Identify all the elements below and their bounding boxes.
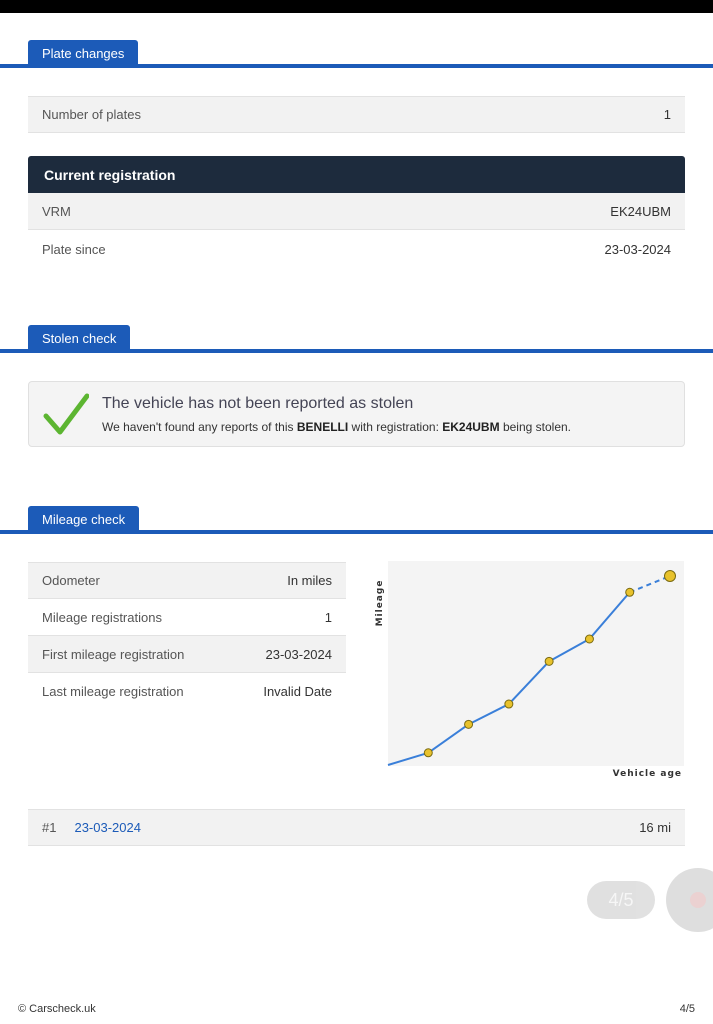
number-of-plates-row bbox=[28, 96, 685, 133]
section-title: Mileage check bbox=[28, 506, 139, 532]
data-point bbox=[665, 571, 676, 582]
section-mileage-check bbox=[0, 506, 713, 536]
section-rule bbox=[0, 530, 713, 534]
floating-action-button[interactable] bbox=[666, 868, 713, 932]
data-point bbox=[424, 749, 432, 757]
vehicle-registration: EK24UBM bbox=[442, 420, 500, 434]
row-label: Plate since bbox=[42, 242, 106, 257]
section-title: Plate changes bbox=[28, 40, 138, 66]
chart-background bbox=[388, 561, 684, 766]
row-label: Number of plates bbox=[42, 107, 141, 122]
row-value: In miles bbox=[287, 573, 332, 588]
row-label: VRM bbox=[42, 203, 71, 219]
section-rule bbox=[0, 349, 713, 353]
row-value: 1 bbox=[663, 107, 671, 122]
plate-since-row bbox=[28, 231, 685, 268]
stolen-status-box bbox=[28, 381, 685, 447]
mileage-chart bbox=[370, 557, 690, 782]
row-value: 23-03-2024 bbox=[604, 242, 671, 257]
footer-copyright: © Carscheck.uk bbox=[18, 1003, 96, 1015]
row-value: Invalid Date bbox=[263, 684, 332, 699]
page-indicator-pill[interactable]: 4/5 bbox=[587, 881, 655, 919]
last-mileage-row bbox=[28, 673, 346, 710]
entry-left bbox=[42, 820, 141, 835]
data-point bbox=[626, 588, 634, 596]
current-registration-header: Current registration bbox=[28, 156, 685, 193]
row-value: 23-03-2024 bbox=[265, 646, 332, 662]
first-mileage-row bbox=[28, 636, 346, 673]
vehicle-make: BENELLI bbox=[296, 420, 349, 434]
row-label: Last mileage registration bbox=[42, 684, 184, 699]
entry-index: #1 bbox=[42, 820, 57, 835]
row-value: EK24UBM bbox=[610, 203, 671, 219]
section-stolen-check bbox=[0, 325, 713, 355]
top-bar bbox=[0, 0, 713, 13]
data-point bbox=[545, 657, 553, 665]
fab-icon bbox=[690, 892, 706, 908]
entry-mileage: 16 mi bbox=[639, 820, 671, 835]
odometer-row bbox=[28, 562, 346, 599]
row-label: Odometer bbox=[42, 573, 100, 588]
mileage-chart-svg bbox=[370, 557, 690, 782]
stolen-status-description: We haven't found any reports of this BENELLI with registration: EK24UBM being stolen. bbox=[102, 420, 571, 434]
row-label: First mileage registration bbox=[42, 646, 185, 662]
row-value: 1 bbox=[324, 609, 332, 625]
vrm-row bbox=[28, 193, 685, 230]
x-axis-label: Vehicle age bbox=[612, 769, 682, 779]
mileage-entry-row bbox=[28, 809, 685, 846]
mileage-registrations-row bbox=[28, 599, 346, 636]
y-axis-label: Mileage bbox=[375, 579, 385, 627]
entry-date-link[interactable]: 23-03-2024 bbox=[74, 820, 141, 835]
section-title: Stolen check bbox=[28, 325, 130, 351]
stolen-status-title: The vehicle has not been reported as stolen bbox=[102, 395, 414, 412]
data-point bbox=[505, 700, 513, 708]
footer-page-number: 4/5 bbox=[679, 1003, 695, 1015]
row-label: Mileage registrations bbox=[42, 609, 162, 625]
checkmark-icon bbox=[43, 392, 89, 436]
data-point bbox=[465, 720, 473, 728]
section-rule bbox=[0, 64, 713, 68]
section-plate-changes bbox=[0, 40, 713, 70]
data-point bbox=[585, 635, 593, 643]
